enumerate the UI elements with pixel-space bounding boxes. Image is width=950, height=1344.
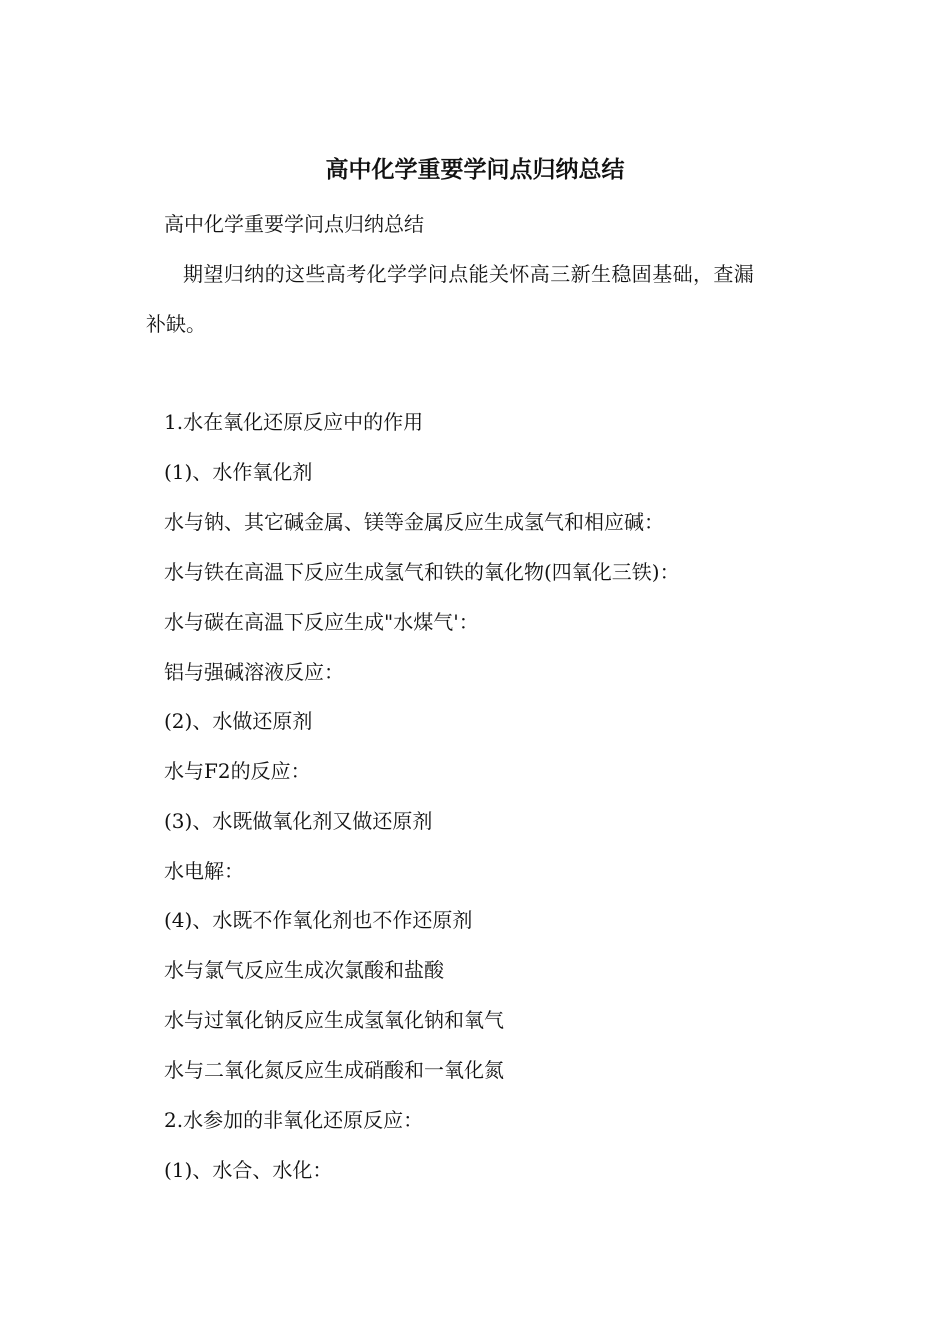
- subheading: (4)、水既不作氧化剂也不作还原剂: [164, 908, 473, 932]
- text-line: 水与氯气反应生成次氯酸和盐酸: [164, 958, 444, 982]
- text-line: 铝与强碱溶液反应：: [164, 660, 344, 684]
- text-line: 水与铁在高温下反应生成氢气和铁的氧化物(四氧化三铁)：: [164, 560, 680, 584]
- section-heading-1: 1.水在氧化还原反应中的作用: [164, 410, 424, 434]
- subheading: (1)、水合、水化：: [164, 1158, 333, 1182]
- intro-line-1: 期望归纳的这些高考化学学问点能关怀高三新生稳固基础，查漏: [183, 262, 755, 286]
- text-line: 水与碳在高温下反应生成"水煤气'：: [164, 610, 479, 634]
- text-line: 水与F2的反应：: [164, 759, 311, 783]
- subtitle: 高中化学重要学问点归纳总结: [164, 212, 424, 236]
- subheading: (3)、水既做氧化剂又做还原剂: [164, 809, 433, 833]
- document-title: 高中化学重要学问点归纳总结: [325, 156, 625, 183]
- text-line: 水与二氧化氮反应生成硝酸和一氧化氮: [164, 1058, 504, 1082]
- subheading: (1)、水作氧化剂: [164, 460, 313, 484]
- text-line: 水与钠、其它碱金属、镁等金属反应生成氢气和相应碱：: [164, 510, 664, 534]
- section-heading-2: 2.水参加的非氧化还原反应：: [164, 1108, 424, 1132]
- text-line: 水电解：: [164, 859, 244, 883]
- intro-line-2: 补缺。: [146, 312, 206, 336]
- text-line: 水与过氧化钠反应生成氢氧化钠和氧气: [164, 1008, 504, 1032]
- subheading: (2)、水做还原剂: [164, 709, 313, 733]
